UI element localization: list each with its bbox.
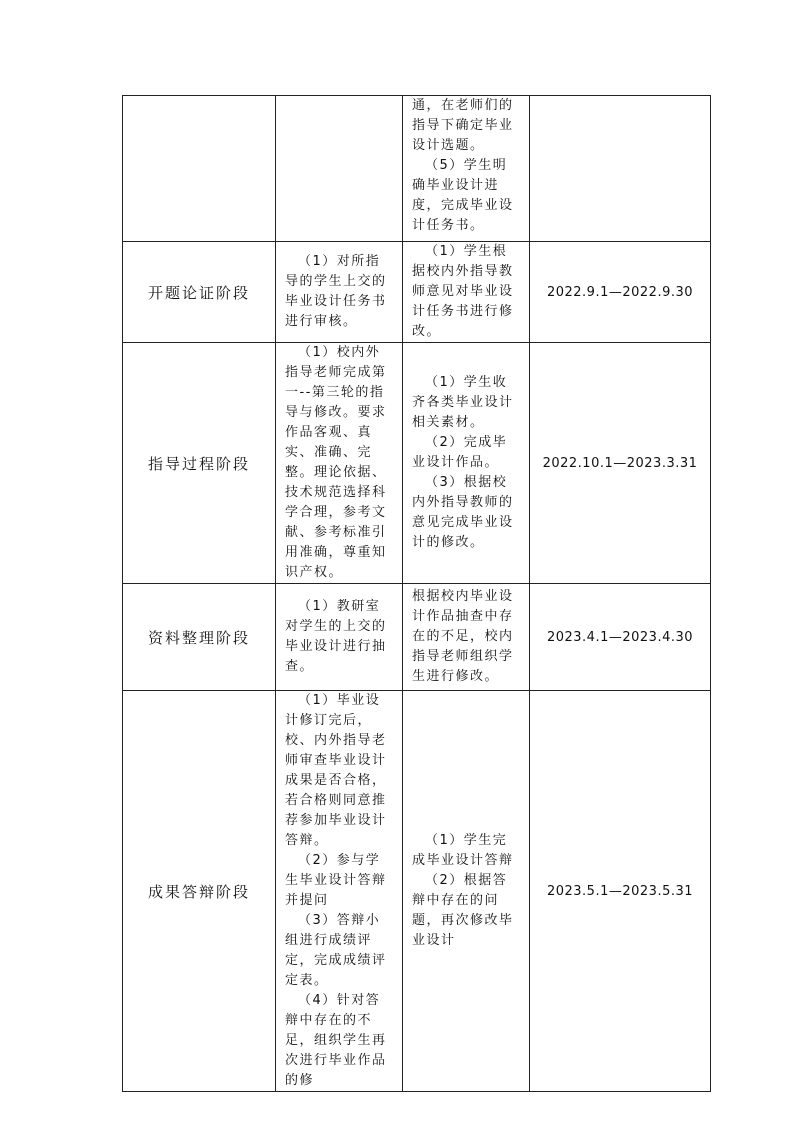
- teacher-task-cell: [276, 584, 403, 691]
- graduation-design-schedule-table: [122, 95, 711, 1092]
- stage-cell: 指导过程阶段: [123, 343, 276, 584]
- teacher-task-cell: [276, 691, 403, 1092]
- date-cell: [530, 96, 711, 242]
- student-task-cell: [403, 242, 530, 343]
- table-row: [123, 96, 711, 242]
- teacher-task-text: （4）针对答辩中存在的不足，组织学生再次进行毕业作品的修: [285, 993, 387, 1088]
- student-task-text: （1）学生根据校内外指导教师意见对毕业设计任务书进行修改。: [412, 244, 514, 339]
- student-task-text: （3）根据校内外指导教师的意见完成毕业设计的修改。: [412, 475, 514, 550]
- teacher-task-text: （1）对所指导的学生上交的毕业设计任务书进行审核。: [285, 254, 387, 329]
- teacher-task-cell: [276, 242, 403, 343]
- student-task-text: （1）学生完成毕业设计答辩: [412, 833, 514, 868]
- schedule-table-body: [123, 96, 711, 1092]
- table-row: [123, 691, 711, 1092]
- teacher-task-text: （1）校内外指导老师完成第一--第三轮的指导与修改。要求作品客观、真实、准确、完整。理论依据、技术规范选择科学合理，参考文献、参考标准引用准确，尊重知识产权。: [285, 345, 387, 580]
- student-task-cell: [403, 96, 530, 242]
- student-task-cell: [403, 584, 530, 691]
- student-task-text: （5）学生明确毕业设计进度，完成毕业设计任务书。: [412, 158, 514, 233]
- date-cell: 2023.4.1—2023.4.30: [530, 584, 711, 691]
- student-task-text: （2）根据答辩中存在的问题，再次修改毕业设计: [412, 873, 514, 948]
- teacher-task-text: （3）答辩小组进行成绩评定，完成成绩评定表。: [285, 913, 387, 988]
- date-cell: 2022.9.1—2022.9.30: [530, 242, 711, 343]
- stage-cell: [123, 96, 276, 242]
- student-task-cell: [403, 691, 530, 1092]
- date-cell: 2023.5.1—2023.5.31: [530, 691, 711, 1092]
- student-task-text: （1）学生收齐各类毕业设计相关素材。: [412, 375, 514, 430]
- stage-cell: 资料整理阶段: [123, 584, 276, 691]
- teacher-task-text: （1）毕业设计修订完后，校、内外指导老师审查毕业设计成果是否合格，若合格则同意推荐参加毕业设计答辩。: [285, 693, 387, 848]
- student-task-text: 通，在老师们的指导下确定毕业设计选题。: [412, 98, 514, 153]
- date-cell: 2022.10.1—2023.3.31: [530, 343, 711, 584]
- table-row: [123, 242, 711, 343]
- stage-cell: 开题论证阶段: [123, 242, 276, 343]
- student-task-text: （2）完成毕业设计作品。: [412, 435, 508, 470]
- student-task-text: 根据校内毕业设计作品抽查中存在的不足，校内指导老师组织学生进行修改。: [412, 589, 514, 684]
- table-row: [123, 584, 711, 691]
- table-row: [123, 343, 711, 584]
- stage-cell: 成果答辩阶段: [123, 691, 276, 1092]
- teacher-task-text: （1）教研室对学生的上交的毕业设计进行抽查。: [285, 599, 387, 674]
- teacher-task-text: （2）参与学生毕业设计答辩并提问: [285, 853, 387, 908]
- teacher-task-cell: [276, 96, 403, 242]
- student-task-cell: [403, 343, 530, 584]
- teacher-task-cell: [276, 343, 403, 584]
